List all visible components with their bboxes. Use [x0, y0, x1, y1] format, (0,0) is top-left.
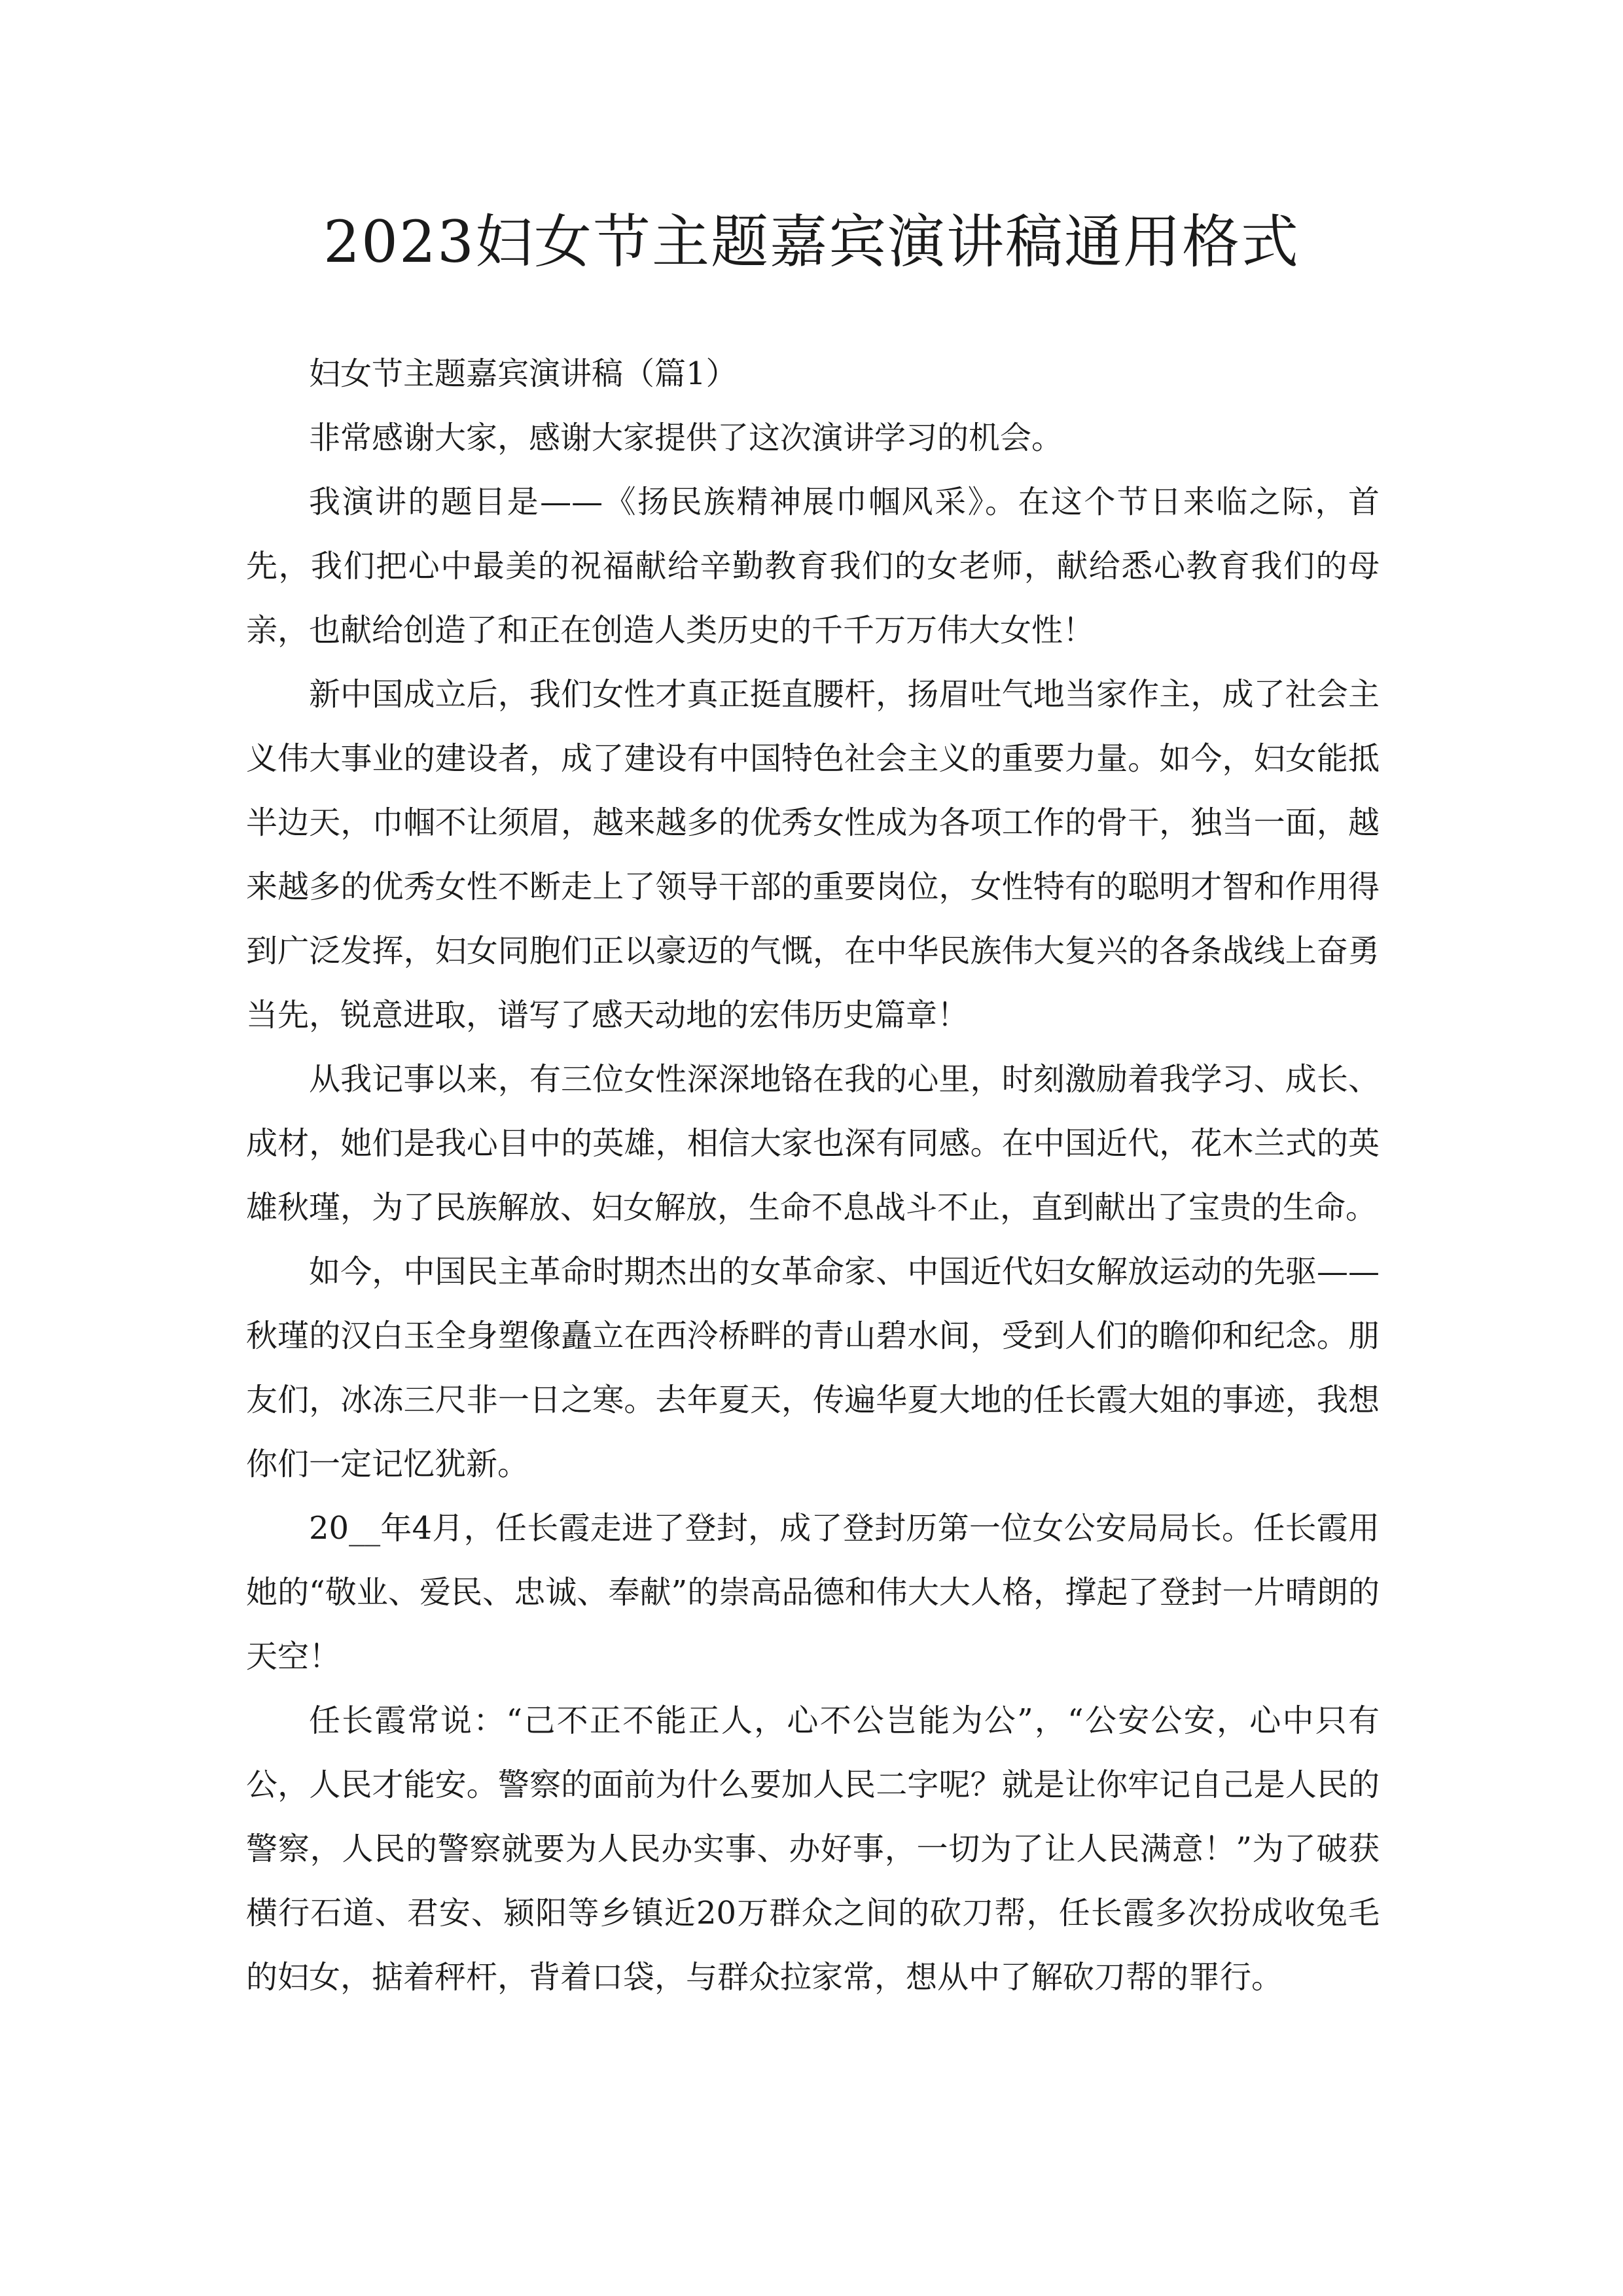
paragraph: 我演讲的题目是——《扬民族精神展巾帼风采》。在这个节日来临之际，首先，我们把心中最美的祝福献给辛勤教育我们的女老师，献给悉心教育我们的母亲，也献给创造了和正在创造人类历史的千千万万伟大女性！	[246, 484, 1380, 649]
document-title: 2023妇女节主题嘉宾演讲稿通用格式	[323, 208, 1300, 276]
paragraph-section-heading: 妇女节主题嘉宾演讲稿（篇1）	[309, 355, 738, 392]
paragraph: 新中国成立后，我们女性才真正挺直腰杆，扬眉吐气地当家作主，成了社会主义伟大事业的建设者，成了建设有中国特色社会主义的重要力量。如今，妇女能抵半边天，巾帼不让须眉，越来越多的优秀女性成为各项工作的骨干，独当一面，越来越多的优秀女性不断走上了领导干部的重要岗位，女性特有的聪明才智和作用得到广泛发挥，妇女同胞们正以豪迈的气慨，在中华民族伟大复兴的各条战线上奋勇当先，锐意进取，谱写了感天动地的宏伟历史篇章！	[246, 676, 1380, 1033]
paragraph: 从我记事以来，有三位女性深深地铬在我的心里，时刻激励着我学习、成长、成材，她们是我心目中的英雄，相信大家也深有同感。在中国近代，花木兰式的英雄秋瑾，为了民族解放、妇女解放，生命不息战斗不止，直到献出了宝贵的生命。	[246, 1061, 1380, 1226]
paragraph: 非常感谢大家，感谢大家提供了这次演讲学习的机会。	[309, 420, 1063, 456]
document-body	[246, 342, 1380, 2009]
paragraph: 20__年4月，任长霞走进了登封，成了登封历第一位女公安局局长。任长霞用她的“敬业、爱民、忠诚、奉献”的崇高品德和伟大大人格，撑起了登封一片晴朗的天空！	[246, 1510, 1380, 1675]
paragraph: 如今，中国民主革命时期杰出的女革命家、中国近代妇女解放运动的先驱——秋瑾的汉白玉全身塑像矗立在西泠桥畔的青山碧水间，受到人们的瞻仰和纪念。朋友们，冰冻三尺非一日之寒。去年夏天，传遍华夏大地的任长霞大姐的事迹，我想你们一定记忆犹新。	[246, 1253, 1380, 1482]
paragraph: 任长霞常说：“己不正不能正人，心不公岂能为公”，“公安公安，心中只有公，人民才能安。警察的面前为什么要加人民二字呢？就是让你牢记自己是人民的警察，人民的警察就要为人民办实事、办好事，一切为了让人民满意！”为了破获横行石道、君安、颍阳等乡镇近20万群众之间的砍刀帮，任长霞多次扮成收兔毛的妇女，掂着秤杆，背着口袋，与群众拉家常，想从中了解砍刀帮的罪行。	[246, 1702, 1380, 1996]
